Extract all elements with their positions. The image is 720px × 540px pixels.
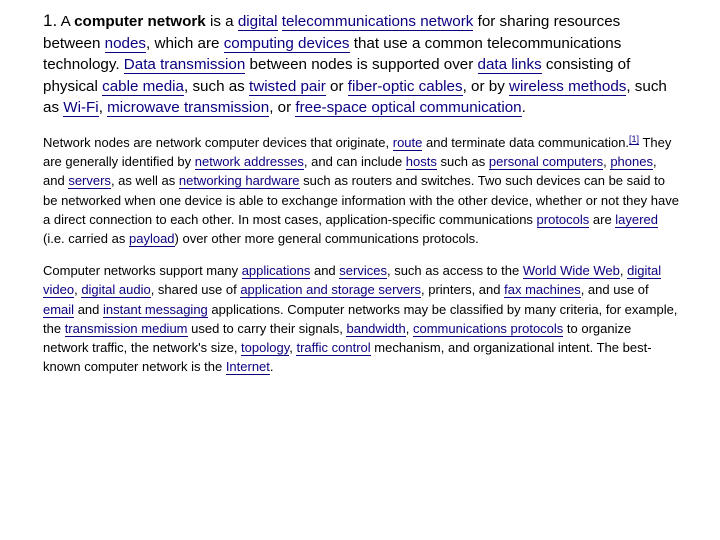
text: between nodes is supported over	[245, 56, 478, 74]
bold-term: computer network	[74, 13, 206, 30]
text: , or by	[462, 77, 510, 95]
document-page	[43, 10, 679, 376]
text: are	[589, 211, 616, 227]
link-reference-1[interactable]: [1]	[629, 133, 640, 144]
link-cable-media[interactable]: cable media	[102, 77, 184, 95]
text: ,	[289, 340, 297, 355]
text: , such as	[184, 77, 249, 95]
link-email[interactable]: email	[43, 301, 75, 317]
text: applications. Computer networks may be classified by many criteria, for example, the	[43, 301, 678, 336]
text: , printers, and	[421, 282, 505, 298]
link-data-links[interactable]: data links	[477, 56, 542, 74]
text: , and can include	[303, 154, 406, 170]
reference-superscript	[629, 134, 639, 145]
text: and	[310, 263, 340, 279]
link-services[interactable]: services	[339, 263, 387, 279]
text: and	[74, 301, 103, 317]
link-microwave-transmission[interactable]: microwave transmission	[107, 99, 270, 117]
text: , such as	[43, 77, 667, 117]
link-digital-video[interactable]: digital video	[43, 263, 662, 298]
text: , as well as	[110, 173, 179, 189]
text: is a	[205, 13, 238, 30]
text: , which are	[146, 34, 224, 52]
text: ,	[98, 99, 108, 117]
link-transmission-medium[interactable]: transmission medium	[64, 320, 188, 336]
link-network-addresses[interactable]: network addresses	[194, 154, 304, 170]
link-personal-computers[interactable]: personal computers	[488, 154, 604, 170]
text: They are generally identified by	[43, 134, 672, 170]
text: , and	[43, 154, 657, 189]
text: such as	[436, 154, 489, 170]
link-phones[interactable]: phones	[610, 154, 653, 170]
link-communications-protocols[interactable]: communications protocols	[413, 320, 564, 336]
link-digital[interactable]: digital	[237, 13, 278, 30]
text: ,	[74, 282, 82, 298]
text: A	[57, 13, 75, 30]
text: ,	[405, 320, 413, 336]
link-world-wide-web[interactable]: World Wide Web	[522, 263, 620, 279]
link-bandwidth[interactable]: bandwidth	[346, 320, 406, 336]
link-payload[interactable]: payload	[128, 230, 175, 246]
link-telecommunications-network[interactable]: telecommunications network	[281, 13, 474, 30]
link-twisted-pair[interactable]: twisted pair	[249, 77, 326, 95]
text: Computer networks support many	[43, 263, 242, 279]
link-free-space-optical[interactable]: free-space optical communication	[295, 99, 522, 117]
link-topology[interactable]: topology	[241, 340, 290, 355]
link-fiber-optic-cables[interactable]: fiber-optic cables	[347, 77, 463, 95]
link-wireless-methods[interactable]: wireless methods	[509, 77, 627, 95]
link-protocols[interactable]: protocols	[536, 211, 590, 227]
link-traffic-control[interactable]: traffic control	[296, 340, 371, 355]
link-data-transmission[interactable]: Data transmission	[123, 56, 246, 74]
link-nodes[interactable]: nodes	[104, 34, 147, 52]
link-layered[interactable]: layered	[615, 211, 658, 227]
text: for sharing resources between	[43, 13, 621, 52]
text: , such as access to the	[386, 263, 523, 279]
link-computing-devices[interactable]: computing devices	[223, 34, 350, 52]
text: to organize network traffic, the network's size,	[43, 320, 632, 355]
text: used to carry their signals,	[187, 320, 347, 336]
text: and terminate data communication.	[422, 134, 630, 150]
paragraph-intro	[43, 10, 679, 119]
link-application-storage-servers[interactable]: application and storage servers	[240, 282, 421, 298]
text: that use a common telecommunications technology.	[43, 34, 622, 74]
link-digital-audio[interactable]: digital audio	[81, 282, 151, 298]
text: .	[269, 359, 274, 375]
text: ,	[603, 154, 611, 170]
link-networking-hardware[interactable]: networking hardware	[178, 173, 300, 189]
text: , or	[269, 99, 296, 117]
text: consisting of physical	[43, 56, 631, 95]
link-fax-machines[interactable]: fax machines	[504, 282, 581, 298]
text: or	[325, 77, 348, 95]
text: ) over other more general communications protocols.	[174, 230, 479, 246]
text: , and use of	[580, 282, 649, 298]
list-number: 1.	[43, 11, 58, 30]
text: , shared use of	[150, 282, 241, 298]
link-route[interactable]: route	[392, 134, 423, 150]
paragraph-nodes	[43, 133, 679, 248]
text: (i.e. carried as	[43, 230, 129, 246]
link-hosts[interactable]: hosts	[405, 154, 437, 170]
link-wi-fi[interactable]: Wi-Fi	[63, 99, 99, 117]
text: Network nodes are network computer devices that originate,	[43, 134, 393, 150]
text: ,	[619, 263, 628, 279]
paragraph-applications	[43, 261, 679, 376]
text: mechanism, and organizational intent. The best-known computer network is the	[43, 340, 652, 375]
text: such as routers and switches. Two such devices can be said to be networked when one device is able to exchange information with the other device, whether or not they have a direct connection to each other. In most cases, application-specific communications	[43, 173, 679, 227]
link-applications[interactable]: applications	[241, 263, 311, 279]
link-internet[interactable]: Internet	[225, 359, 270, 375]
text: .	[521, 99, 526, 117]
link-servers[interactable]: servers	[68, 173, 111, 189]
link-instant-messaging[interactable]: instant messaging	[103, 301, 208, 317]
